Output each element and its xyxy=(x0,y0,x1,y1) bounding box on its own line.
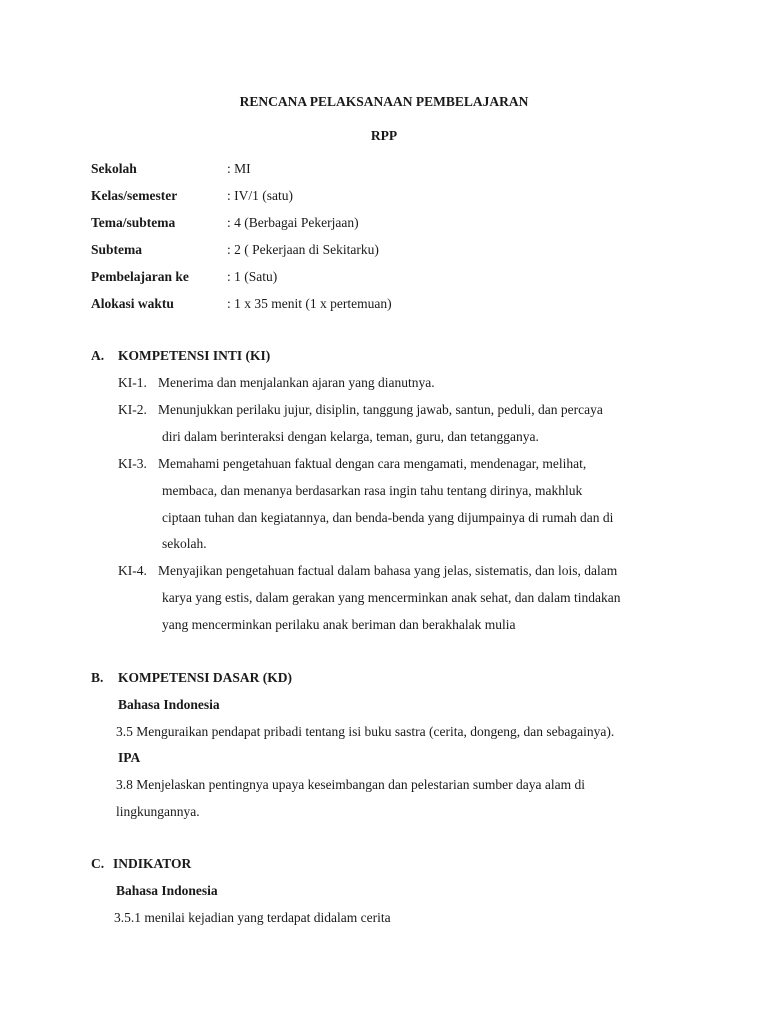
ki-1-line: Menerima dan menjalankan ajaran yang dianutnya. xyxy=(158,375,435,390)
document-subtitle: RPP xyxy=(370,128,398,143)
ki-2-label: KI-2. xyxy=(118,402,147,417)
section-a-letter: A. xyxy=(91,348,105,363)
kd-3-8-line: 3.8 Menjelaskan pentingnya upaya keseimbangan dan pelestarian sumber daya alam di xyxy=(116,777,585,792)
info-label-alokasi: Alokasi waktu xyxy=(91,296,174,311)
info-value-tema: : 4 (Berbagai Pekerjaan) xyxy=(227,215,359,230)
ki-3-line: sekolah. xyxy=(162,536,207,551)
info-label-kelas: Kelas/semester xyxy=(91,188,178,203)
info-value-subtema: : 2 ( Pekerjaan di Sekitarku) xyxy=(227,242,379,257)
section-a-title: KOMPETENSI INTI (KI) xyxy=(118,348,271,363)
ki-1-label: KI-1. xyxy=(118,375,147,390)
info-value-kelas: : IV/1 (satu) xyxy=(227,188,293,203)
ki-4-label: KI-4. xyxy=(118,563,147,578)
kd-subject-ipa: IPA xyxy=(118,750,141,765)
ki-3-line: ciptaan tuhan dan kegiatannya, dan benda-benda yang dijumpainya di rumah dan di xyxy=(162,510,614,525)
info-label-sekolah: Sekolah xyxy=(91,161,137,176)
kd-3-8-line: lingkungannya. xyxy=(116,804,200,819)
kd-subject-bahasa-indonesia: Bahasa Indonesia xyxy=(118,697,220,712)
ki-4-line: karya yang estis, dalam gerakan yang mencerminkan anak sehat, dan dalam tindakan xyxy=(162,590,621,605)
ki-3-label: KI-3. xyxy=(118,456,147,471)
ki-2-line: diri dalam berinteraksi dengan kelarga, teman, guru, dan tetangganya. xyxy=(162,429,539,444)
indikator-subject-bahasa-indonesia: Bahasa Indonesia xyxy=(116,883,218,898)
kd-3-5: 3.5 Menguraikan pendapat pribadi tentang isi buku sastra (cerita, dongeng, dan sebagainya). xyxy=(116,724,615,739)
ki-3-line: Memahami pengetahuan faktual dengan cara mengamati, mendenagar, melihat, xyxy=(158,456,587,471)
info-value-sekolah: : MI xyxy=(227,161,251,176)
ki-4-line: yang mencerminkan perilaku anak beriman dan berakhalak mulia xyxy=(162,617,516,632)
ki-4-line: Menyajikan pengetahuan factual dalam bahasa yang jelas, sistematis, dan lois, dalam xyxy=(158,563,618,578)
info-label-subtema: Subtema xyxy=(91,242,143,257)
info-label-tema: Tema/subtema xyxy=(91,215,176,230)
info-label-pembelajaran: Pembelajaran ke xyxy=(91,269,189,284)
ki-2-line: Menunjukkan perilaku jujur, disiplin, tanggung jawab, santun, peduli, dan percaya xyxy=(158,402,603,417)
section-b-letter: B. xyxy=(91,670,104,685)
info-value-pembelajaran: : 1 (Satu) xyxy=(227,269,278,284)
section-c-letter: C. xyxy=(91,856,105,871)
document-title: RENCANA PELAKSANAAN PEMBELAJARAN xyxy=(239,94,529,109)
ki-3-line: membaca, dan menanya berdasarkan rasa ingin tahu tentang dirinya, makhluk xyxy=(162,483,583,498)
section-c-title: INDIKATOR xyxy=(113,856,192,871)
info-value-alokasi: : 1 x 35 menit (1 x pertemuan) xyxy=(227,296,392,311)
section-b-title: KOMPETENSI DASAR (KD) xyxy=(118,670,293,685)
indikator-3-5-1: 3.5.1 menilai kejadian yang terdapat didalam cerita xyxy=(114,910,391,925)
